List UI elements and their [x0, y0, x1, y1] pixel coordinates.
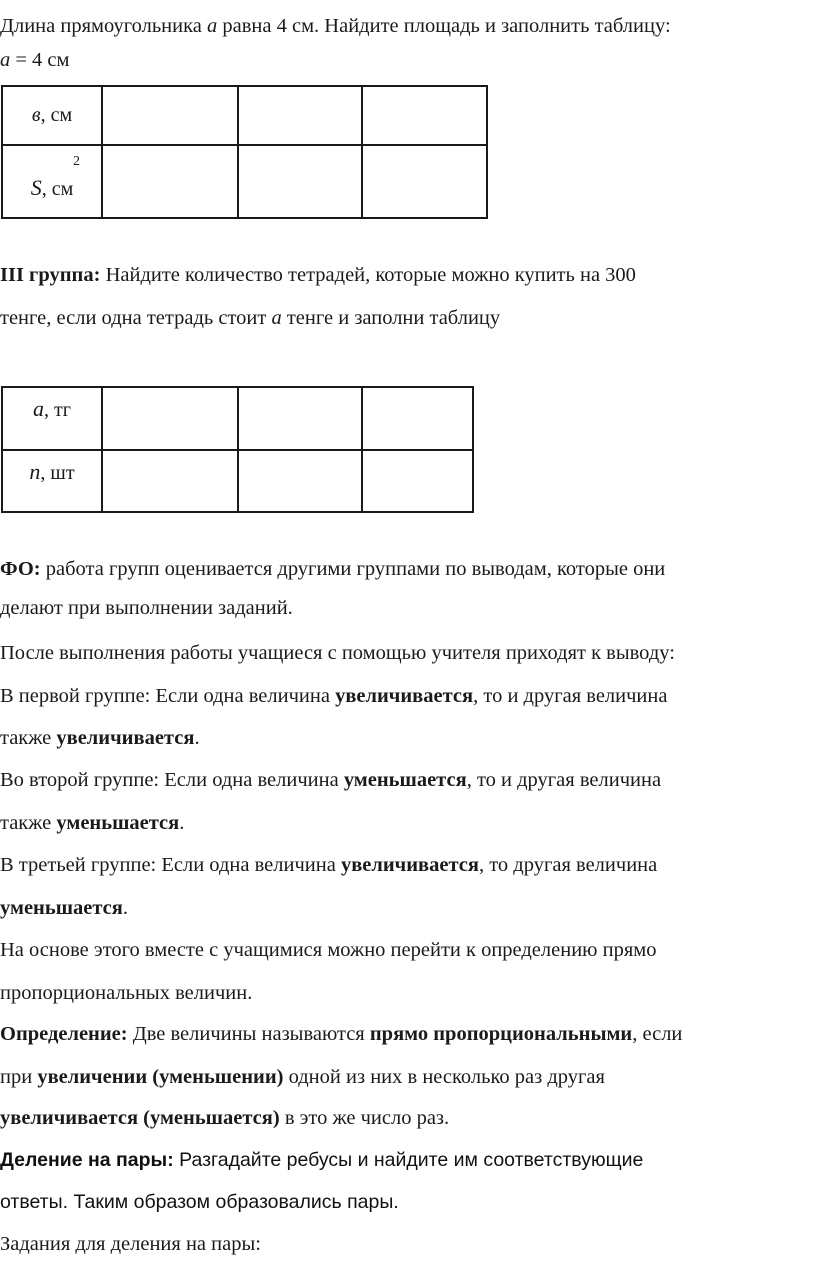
table-cell-s-cm2 [2, 145, 102, 218]
empty-cell[interactable] [102, 86, 238, 145]
empty-cell[interactable] [102, 387, 238, 450]
unit-pcs: , шт [40, 462, 75, 484]
group1-line1 [0, 684, 667, 708]
empty-cell[interactable] [362, 450, 473, 512]
group2-line2 [0, 811, 184, 835]
empty-cell[interactable] [362, 387, 473, 450]
pairs-label: Деление на пары: [0, 1149, 174, 1171]
variable-n: n [29, 459, 41, 484]
variable-s: S [30, 174, 42, 200]
group1-keyword: увеличивается [335, 685, 474, 707]
unit-tg: , тг [44, 399, 71, 421]
group1-keyword: увеличивается [56, 727, 195, 749]
group3-line2 [0, 896, 128, 920]
group2-text: . [179, 812, 185, 834]
group3-keyword: уменьшается [0, 897, 123, 919]
table-cell-b-cm [2, 86, 102, 145]
table-row [2, 86, 487, 145]
group2-text: Во второй группе: Если одна величина [0, 769, 344, 791]
task3-text: тенге, если одна тетрадь стоит [0, 307, 272, 329]
group1-text: также [0, 727, 57, 749]
task3-text: Найдите количество тетрадей, которые можно купить на 300 [100, 264, 636, 286]
definition-line3 [0, 1106, 449, 1130]
group1-line2 [0, 726, 200, 750]
variable-b: в [31, 104, 41, 126]
superscript-2: 2 [73, 154, 80, 169]
table-cell-a-tg [2, 387, 102, 450]
unit-cm: , см [41, 177, 74, 200]
group3-line1 [0, 853, 657, 877]
task1-table [1, 85, 488, 219]
table-row [2, 145, 487, 218]
definition-keyword: прямо пропорциональными [369, 1023, 633, 1045]
task3-table [1, 386, 474, 513]
group1-text: . [194, 727, 200, 749]
fo-line2: делают при выполнении заданий. [0, 597, 293, 619]
group3-text: . [122, 897, 128, 919]
definition-label: Определение: [0, 1023, 128, 1045]
task1-given [0, 48, 70, 72]
variable-a: a [33, 396, 45, 421]
fo-label: ФО: [0, 558, 41, 580]
given-variable: a [0, 49, 11, 71]
empty-cell[interactable] [238, 86, 362, 145]
empty-cell[interactable] [238, 387, 362, 450]
definition-text: , если [632, 1023, 683, 1045]
empty-cell[interactable] [102, 450, 238, 512]
task3-statement-line2 [0, 306, 500, 330]
definition-line1 [0, 1022, 682, 1046]
task3-variable-a: a [271, 307, 282, 329]
group1-text: В первой группе: Если одна величина [0, 685, 336, 707]
group2-keyword: уменьшается [56, 812, 180, 834]
definition-keyword: увеличении (уменьшении) [37, 1066, 284, 1088]
table-row [2, 450, 473, 512]
empty-cell[interactable] [362, 145, 487, 218]
task1-statement [0, 14, 671, 38]
task3-text: тенге и заполни таблицу [281, 307, 501, 329]
task1-intro-text-end: равна 4 см. Найдите площадь и заполнить таблицу: [217, 15, 671, 37]
group2-keyword: уменьшается [343, 769, 467, 791]
definition-text: одной из них в несколько раз другая [283, 1066, 605, 1088]
fo-text: работа групп оценивается другими группами по выводам, которые они [40, 558, 666, 580]
task1-variable-a: a [207, 15, 218, 37]
empty-cell[interactable] [238, 450, 362, 512]
table-row [2, 387, 473, 450]
task3-statement-line1 [0, 263, 636, 287]
group1-text: , то и другая величина [473, 685, 668, 707]
unit-cm: , см [40, 104, 73, 126]
definition-text: в это же число раз. [279, 1107, 450, 1129]
pairs-text: Разгадайте ребусы и найдите им соответствующие [173, 1149, 644, 1171]
task1-intro-text: Длина прямоугольника [0, 15, 207, 37]
empty-cell[interactable] [102, 145, 238, 218]
conclusion-intro: После выполнения работы учащиеся с помощью учителя приходят к выводу: [0, 642, 675, 664]
group3-text: В третьей группе: Если одна величина [0, 854, 341, 876]
task3-heading: III группа: [0, 264, 101, 286]
empty-cell[interactable] [362, 86, 487, 145]
basis-line1: На основе этого вместе с учащимися можно перейти к определению прямо [0, 939, 657, 961]
group3-text: , то другая величина [478, 854, 658, 876]
group2-line1 [0, 768, 661, 792]
given-value: = 4 см [10, 49, 70, 71]
group2-text: , то и другая величина [466, 769, 662, 791]
definition-text: при [0, 1066, 38, 1088]
basis-line2: пропорциональных величин. [0, 982, 253, 1004]
group3-keyword: увеличивается [340, 854, 479, 876]
pairs-tasks-heading: Задания для деления на пары: [0, 1233, 261, 1255]
empty-cell[interactable] [238, 145, 362, 218]
pairs-line2: ответы. Таким образом образовались пары. [0, 1191, 399, 1213]
fo-line1 [0, 557, 665, 581]
definition-text: Две величины называются [127, 1023, 370, 1045]
group2-text: также [0, 812, 57, 834]
pairs-line1 [0, 1148, 643, 1172]
definition-keyword: увеличивается (уменьшается) [0, 1107, 280, 1129]
table-cell-n-pcs [2, 450, 102, 512]
definition-line2 [0, 1065, 605, 1089]
